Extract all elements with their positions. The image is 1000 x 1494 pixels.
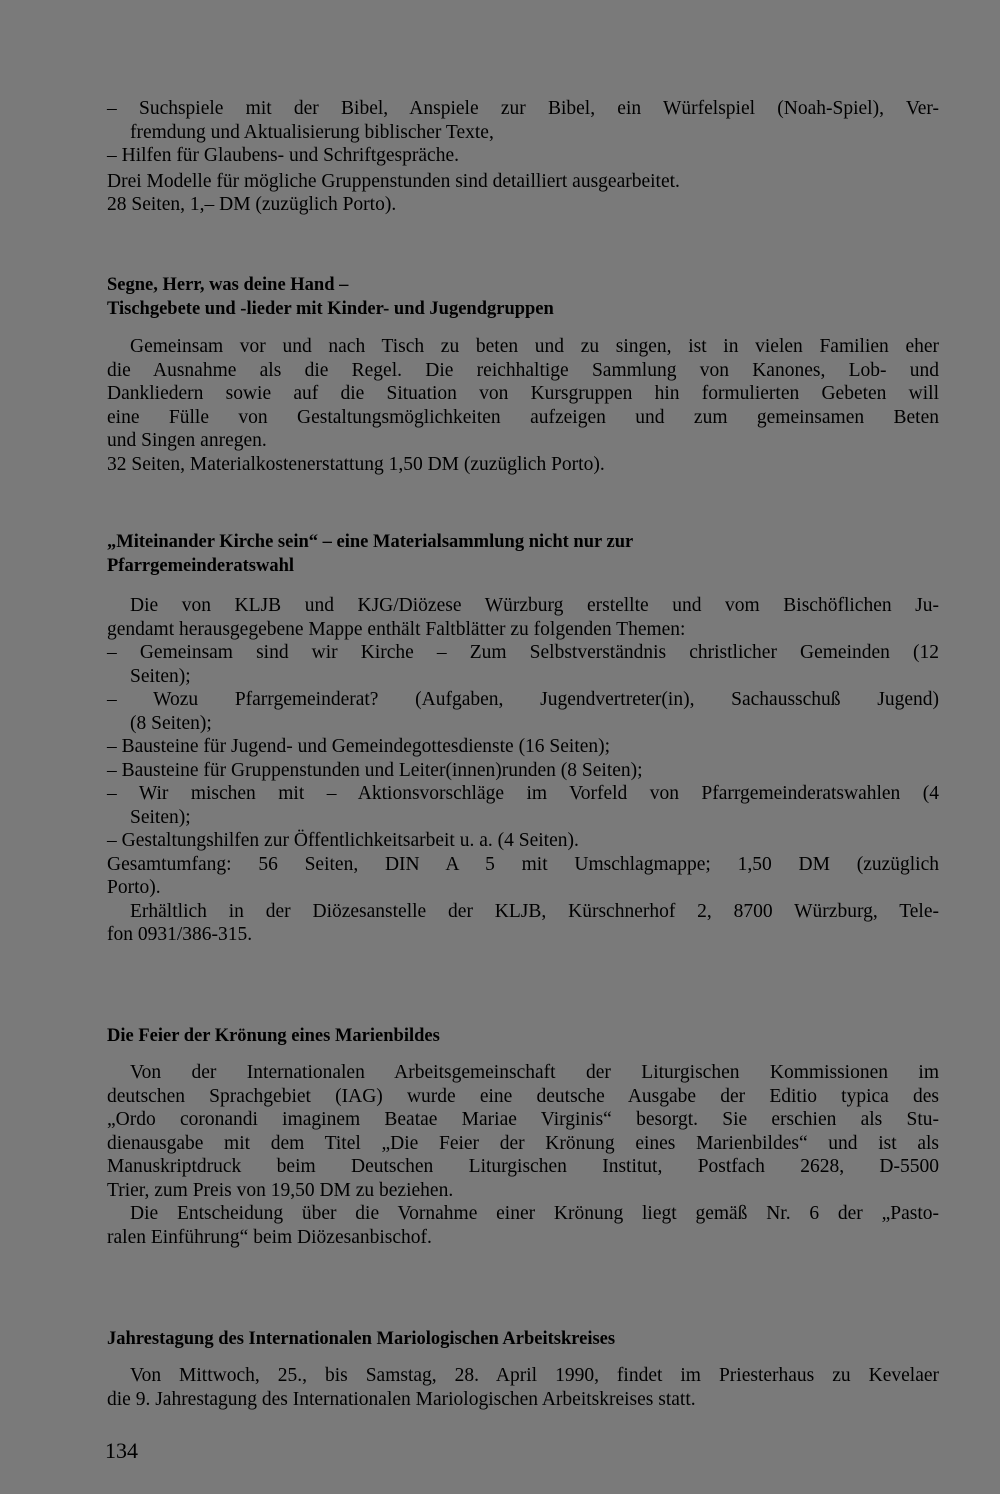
paragraph-line: Erhältlich in der Diözesanstelle der KLJB, Kürschnerhof 2, 8700 Würzburg, Tele- bbox=[130, 900, 939, 922]
intro-line: 28 Seiten, 1,– DM (zuzüglich Porto). bbox=[107, 194, 397, 215]
paragraph-line: und Singen anregen. bbox=[107, 430, 267, 451]
paragraph-line: ralen Einführung“ beim Diözesanbischof. bbox=[107, 1226, 432, 1248]
section-title: Die Feier der Krönung eines Marienbildes bbox=[107, 1026, 440, 1046]
section-title: „Miteinander Kirche sein“ – eine Materialsammlung nicht nur zur bbox=[107, 532, 634, 552]
intro-block bbox=[107, 97, 939, 217]
paragraph-line: die Ausnahme als die Regel. Die reichhaltige Sammlung von Kanones, Lob- und bbox=[107, 359, 939, 381]
paragraph-line: eine Fülle von Gestaltungsmöglichkeiten aufzeigen und zum gemeinsamen Beten bbox=[107, 406, 939, 428]
paragraph-line: Manuskriptdruck beim Deutschen Liturgischen Institut, Postfach 2628, D-5500 bbox=[107, 1156, 939, 1177]
paragraph-line: die 9. Jahrestagung des Internationalen Mariologischen Arbeitskreises statt. bbox=[107, 1388, 696, 1410]
section-title: Segne, Herr, was deine Hand – bbox=[107, 275, 349, 295]
paragraph-line: Dankliedern sowie auf die Situation von Kursgruppen hin formulierten Gebeten will bbox=[107, 383, 939, 404]
section-jahrestagung bbox=[107, 1327, 939, 1411]
paragraph-line: Porto). bbox=[107, 877, 161, 898]
paragraph-line: fon 0931/386-315. bbox=[107, 924, 253, 945]
list-item: – Bausteine für Jugend- und Gemeindegottesdienste (16 Seiten); bbox=[107, 736, 611, 757]
list-item: (8 Seiten); bbox=[130, 712, 212, 734]
paragraph-line: Die von KLJB und KJG/Diözese Würzburg erstellte und vom Bischöflichen Ju- bbox=[130, 595, 939, 616]
paragraph-line: Trier, zum Preis von 19,50 DM zu beziehen. bbox=[107, 1179, 454, 1201]
paragraph-line: Die Entscheidung über die Vornahme einer Krönung liegt gemäß Nr. 6 der „Pasto- bbox=[130, 1203, 939, 1224]
paragraph-line: gendamt herausgegebene Mappe enthält Faltblätter zu folgenden Themen: bbox=[107, 618, 686, 640]
paragraph-line: 32 Seiten, Materialkostenerstattung 1,50 DM (zuzüglich Porto). bbox=[107, 453, 605, 475]
section-miteinander-kirche bbox=[107, 530, 939, 947]
paragraph-line: Von Mittwoch, 25., bis Samstag, 28. April 1990, findet im Priesterhaus zu Kevelaer bbox=[130, 1365, 939, 1386]
paragraph-line: Gesamtumfang: 56 Seiten, DIN A 5 mit Umschlagmappe; 1,50 DM (zuzüglich bbox=[107, 853, 939, 875]
paragraph-line: dienausgabe mit dem Titel „Die Feier der Krönung eines Marienbildes“ und ist als bbox=[107, 1132, 939, 1154]
section-title: Jahrestagung des Internationalen Mariologischen Arbeitskreises bbox=[107, 1329, 616, 1349]
section-title: Pfarrgemeinderatswahl bbox=[107, 556, 295, 576]
section-kroenung-marienbild bbox=[107, 1024, 939, 1249]
list-item: Seiten); bbox=[130, 665, 191, 687]
intro-line: – Suchspiele mit der Bibel, Anspiele zur Bibel, ein Würfelspiel (Noah-Spiel), Ver- bbox=[107, 98, 939, 119]
paragraph-line: Von der Internationalen Arbeitsgemeinschaft der Liturgischen Kommissionen im bbox=[130, 1062, 939, 1083]
paragraph-line: Gemeinsam vor und nach Tisch zu beten und zu singen, ist in vielen Familien eher bbox=[130, 336, 939, 357]
list-item: – Bausteine für Gruppenstunden und Leiter(innen)runden (8 Seiten); bbox=[107, 759, 643, 781]
list-item: – Wozu Pfarrgemeinderat? (Aufgaben, Jugendvertreter(in), Sachausschuß Jugend) bbox=[107, 689, 939, 710]
intro-line: fremdung und Aktualisierung biblischer Texte, bbox=[130, 121, 494, 143]
list-item: Seiten); bbox=[130, 806, 191, 828]
section-segne-herr bbox=[107, 273, 939, 476]
intro-line: Drei Modelle für mögliche Gruppenstunden sind detailliert ausgearbeitet. bbox=[107, 170, 680, 192]
section-title: Tischgebete und -lieder mit Kinder- und Jugendgruppen bbox=[107, 299, 554, 319]
intro-line: – Hilfen für Glaubens- und Schriftgespräche. bbox=[107, 145, 459, 166]
list-item: – Gestaltungshilfen zur Öffentlichkeitsarbeit u. a. (4 Seiten). bbox=[107, 830, 579, 851]
paragraph-line: deutschen Sprachgebiet (IAG) wurde eine deutsche Ausgabe der Editio typica des bbox=[107, 1085, 939, 1107]
paragraph-line: „Ordo coronandi imaginem Beatae Mariae Virginis“ besorgt. Sie erschien als Stu- bbox=[107, 1109, 939, 1130]
list-item: – Wir mischen mit – Aktionsvorschläge im Vorfeld von Pfarrgemeinderatswahlen (4 bbox=[107, 783, 939, 804]
page-number: 134 bbox=[105, 1438, 138, 1463]
list-item: – Gemeinsam sind wir Kirche – Zum Selbstverständnis christlicher Gemeinden (12 bbox=[107, 642, 939, 663]
